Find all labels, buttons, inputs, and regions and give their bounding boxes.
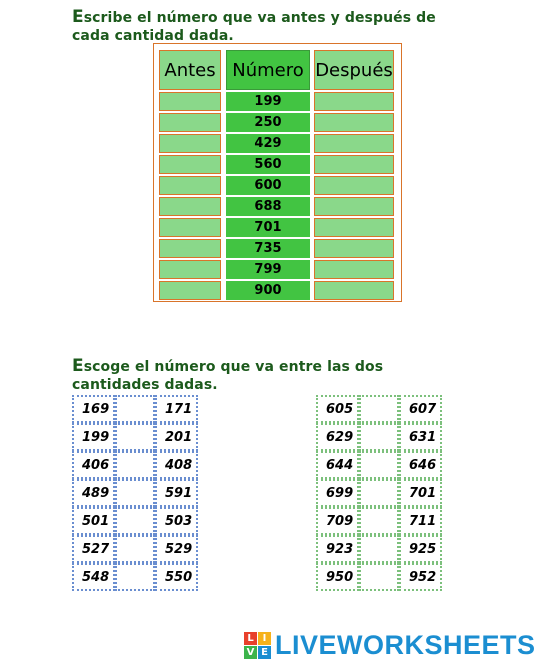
lower-number: 199 bbox=[72, 423, 115, 451]
table-row bbox=[316, 563, 442, 591]
number-cell: 799 bbox=[226, 260, 310, 279]
column-despues bbox=[314, 50, 394, 300]
upper-number: 591 bbox=[155, 479, 198, 507]
between-input[interactable] bbox=[359, 479, 399, 507]
lower-number: 489 bbox=[72, 479, 115, 507]
number-cell: 250 bbox=[226, 113, 310, 132]
between-input[interactable] bbox=[359, 423, 399, 451]
table-row bbox=[72, 479, 198, 507]
antes-input-2[interactable] bbox=[159, 113, 221, 132]
antes-input-8[interactable] bbox=[159, 239, 221, 258]
number-cell: 600 bbox=[226, 176, 310, 195]
lower-number: 644 bbox=[316, 451, 359, 479]
upper-number: 607 bbox=[399, 395, 442, 423]
antes-input-5[interactable] bbox=[159, 176, 221, 195]
lower-number: 709 bbox=[316, 507, 359, 535]
header-numero: Número bbox=[226, 50, 310, 90]
between-input[interactable] bbox=[115, 563, 155, 591]
header-despues: Después bbox=[314, 50, 394, 90]
between-input[interactable] bbox=[359, 395, 399, 423]
instruction-1-text: scribe el número que va antes y después de cada cantidad dada. bbox=[72, 10, 436, 44]
despues-input-7[interactable] bbox=[314, 218, 394, 237]
lower-number: 699 bbox=[316, 479, 359, 507]
column-antes bbox=[159, 50, 221, 300]
logo-text: LIVEWORKSHEETS bbox=[275, 629, 536, 660]
between-input[interactable] bbox=[359, 451, 399, 479]
antes-input-7[interactable] bbox=[159, 218, 221, 237]
despues-input-4[interactable] bbox=[314, 155, 394, 174]
upper-number: 503 bbox=[155, 507, 198, 535]
upper-number: 711 bbox=[399, 507, 442, 535]
upper-number: 701 bbox=[399, 479, 442, 507]
table-row bbox=[316, 507, 442, 535]
between-input[interactable] bbox=[359, 507, 399, 535]
between-grid-right bbox=[316, 395, 442, 591]
lower-number: 406 bbox=[72, 451, 115, 479]
lower-number: 923 bbox=[316, 535, 359, 563]
instruction-2 bbox=[72, 357, 472, 394]
antes-input-9[interactable] bbox=[159, 260, 221, 279]
table-row bbox=[72, 535, 198, 563]
antes-input-4[interactable] bbox=[159, 155, 221, 174]
between-input[interactable] bbox=[359, 535, 399, 563]
despues-input-3[interactable] bbox=[314, 134, 394, 153]
logo-mark-letter: L bbox=[244, 632, 257, 645]
despues-input-6[interactable] bbox=[314, 197, 394, 216]
liveworksheets-logo[interactable] bbox=[244, 628, 536, 662]
logo-mark-letter: E bbox=[258, 646, 271, 659]
between-input[interactable] bbox=[115, 507, 155, 535]
antes-input-3[interactable] bbox=[159, 134, 221, 153]
table-row bbox=[72, 423, 198, 451]
logo-mark-letter: V bbox=[244, 646, 257, 659]
upper-number: 646 bbox=[399, 451, 442, 479]
table-row bbox=[316, 451, 442, 479]
despues-input-9[interactable] bbox=[314, 260, 394, 279]
column-numero bbox=[226, 50, 310, 300]
table-row bbox=[72, 563, 198, 591]
lower-number: 605 bbox=[316, 395, 359, 423]
number-cell: 429 bbox=[226, 134, 310, 153]
number-cell: 701 bbox=[226, 218, 310, 237]
logo-mark-letter: I bbox=[258, 632, 271, 645]
instruction-2-text: scoge el número que va entre las dos cantidades dadas. bbox=[72, 359, 384, 393]
number-cell: 560 bbox=[226, 155, 310, 174]
between-input[interactable] bbox=[115, 451, 155, 479]
table-row bbox=[316, 395, 442, 423]
logo-mark-icon bbox=[244, 632, 271, 659]
lower-number: 527 bbox=[72, 535, 115, 563]
before-after-table bbox=[153, 43, 402, 302]
table-row bbox=[316, 479, 442, 507]
upper-number: 408 bbox=[155, 451, 198, 479]
antes-input-10[interactable] bbox=[159, 281, 221, 300]
between-input[interactable] bbox=[115, 395, 155, 423]
number-cell: 688 bbox=[226, 197, 310, 216]
table-row bbox=[72, 451, 198, 479]
upper-number: 529 bbox=[155, 535, 198, 563]
despues-input-2[interactable] bbox=[314, 113, 394, 132]
lower-number: 950 bbox=[316, 563, 359, 591]
lower-number: 548 bbox=[72, 563, 115, 591]
instruction-1-initial: E bbox=[72, 7, 84, 27]
despues-input-5[interactable] bbox=[314, 176, 394, 195]
between-input[interactable] bbox=[115, 423, 155, 451]
lower-number: 629 bbox=[316, 423, 359, 451]
lower-number: 169 bbox=[72, 395, 115, 423]
table-row bbox=[316, 535, 442, 563]
lower-number: 501 bbox=[72, 507, 115, 535]
despues-input-10[interactable] bbox=[314, 281, 394, 300]
table-row bbox=[316, 423, 442, 451]
upper-number: 952 bbox=[399, 563, 442, 591]
between-input[interactable] bbox=[359, 563, 399, 591]
table-row bbox=[72, 395, 198, 423]
antes-input-1[interactable] bbox=[159, 92, 221, 111]
instruction-2-initial: E bbox=[72, 356, 84, 376]
between-grid-left bbox=[72, 395, 198, 591]
upper-number: 201 bbox=[155, 423, 198, 451]
header-antes: Antes bbox=[159, 50, 221, 90]
despues-input-8[interactable] bbox=[314, 239, 394, 258]
upper-number: 925 bbox=[399, 535, 442, 563]
between-input[interactable] bbox=[115, 535, 155, 563]
table-row bbox=[72, 507, 198, 535]
between-input[interactable] bbox=[115, 479, 155, 507]
number-cell: 900 bbox=[226, 281, 310, 300]
instruction-1 bbox=[72, 8, 472, 45]
upper-number: 171 bbox=[155, 395, 198, 423]
number-cell: 199 bbox=[226, 92, 310, 111]
antes-input-6[interactable] bbox=[159, 197, 221, 216]
despues-input-1[interactable] bbox=[314, 92, 394, 111]
upper-number: 550 bbox=[155, 563, 198, 591]
number-cell: 735 bbox=[226, 239, 310, 258]
upper-number: 631 bbox=[399, 423, 442, 451]
